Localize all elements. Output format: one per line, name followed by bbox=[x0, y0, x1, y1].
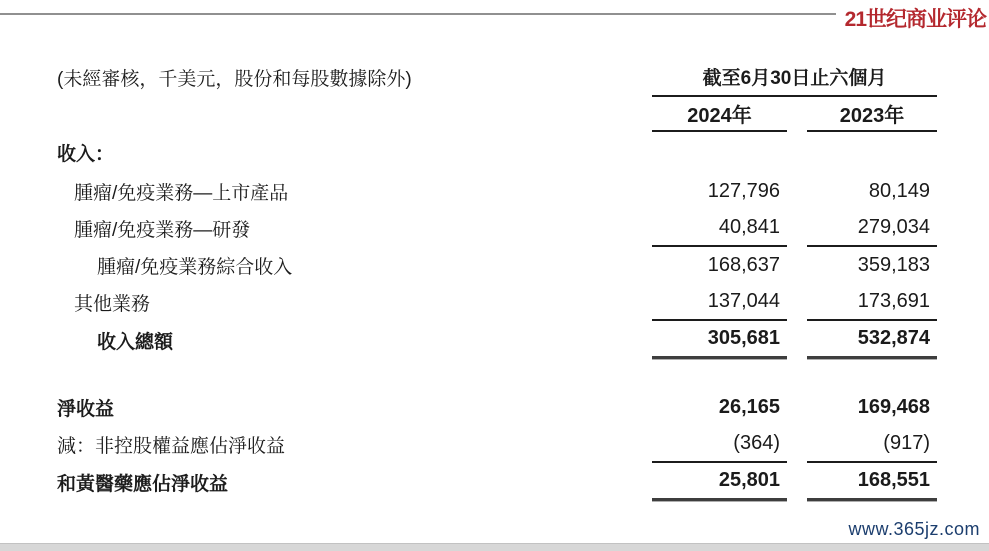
row-value-2023: 279,034 bbox=[807, 210, 937, 247]
row-label: 腫瘤/免疫業務—上市產品 bbox=[74, 183, 289, 204]
watermark: www.365jz.com bbox=[848, 519, 980, 539]
spacer bbox=[787, 132, 807, 173]
row-label: 腫瘤/免疫業務—研發 bbox=[74, 220, 251, 241]
spacer bbox=[787, 321, 807, 359]
spacer bbox=[787, 97, 807, 132]
row-value-2023: 359,183 bbox=[857, 254, 930, 276]
row-value-2023: 168,551 bbox=[807, 463, 937, 501]
bottom-divider bbox=[0, 543, 989, 551]
row-value-2024: 168,637 bbox=[707, 254, 780, 276]
row-value-2024: 40,841 bbox=[652, 210, 787, 247]
row-label: 和黃醫藥應佔淨收益 bbox=[57, 473, 229, 495]
row-value-2023 bbox=[807, 132, 937, 173]
column-header-2023: 2023年 bbox=[807, 97, 937, 132]
row-value-2024: 25,801 bbox=[652, 463, 787, 501]
column-header-2024: 2024年 bbox=[652, 97, 787, 132]
spacer bbox=[57, 359, 937, 389]
row-value-2023: 173,691 bbox=[807, 284, 937, 321]
spacer bbox=[787, 210, 807, 247]
row-label: 淨收益 bbox=[57, 399, 115, 420]
row-label: 其他業務 bbox=[74, 294, 151, 315]
row-label: 減：非控股權益應佔淨收益 bbox=[57, 436, 286, 457]
row-value-2024: 26,165 bbox=[718, 396, 780, 418]
spacer bbox=[787, 247, 807, 284]
row-label: 收入： bbox=[57, 144, 115, 165]
spacer bbox=[787, 173, 807, 210]
row-value-2023: (917) bbox=[807, 426, 937, 463]
spacer bbox=[787, 389, 807, 426]
spacer bbox=[787, 426, 807, 463]
row-value-2024 bbox=[652, 132, 787, 173]
financial-table bbox=[57, 57, 937, 501]
spacer bbox=[787, 463, 807, 501]
row-value-2023: 80,149 bbox=[868, 180, 930, 202]
logo: 21世纪商业评论 bbox=[844, 8, 986, 31]
row-value-2024: 127,796 bbox=[707, 180, 780, 202]
row-label: 收入總額 bbox=[97, 331, 174, 353]
row-value-2023: 532,874 bbox=[807, 321, 937, 359]
table-note: (未經審核，千美元，股份和每股數據除外) bbox=[57, 68, 412, 90]
period-header: 截至6月30日止六個月 bbox=[652, 57, 937, 97]
row-value-2024: 137,044 bbox=[652, 284, 787, 321]
top-divider bbox=[0, 13, 836, 15]
row-value-2023: 169,468 bbox=[857, 396, 930, 418]
row-value-2024: 305,681 bbox=[652, 321, 787, 359]
row-label: 腫瘤/免疫業務綜合收入 bbox=[97, 257, 293, 278]
spacer bbox=[787, 284, 807, 321]
spacer bbox=[57, 97, 652, 132]
row-value-2024: (364) bbox=[652, 426, 787, 463]
